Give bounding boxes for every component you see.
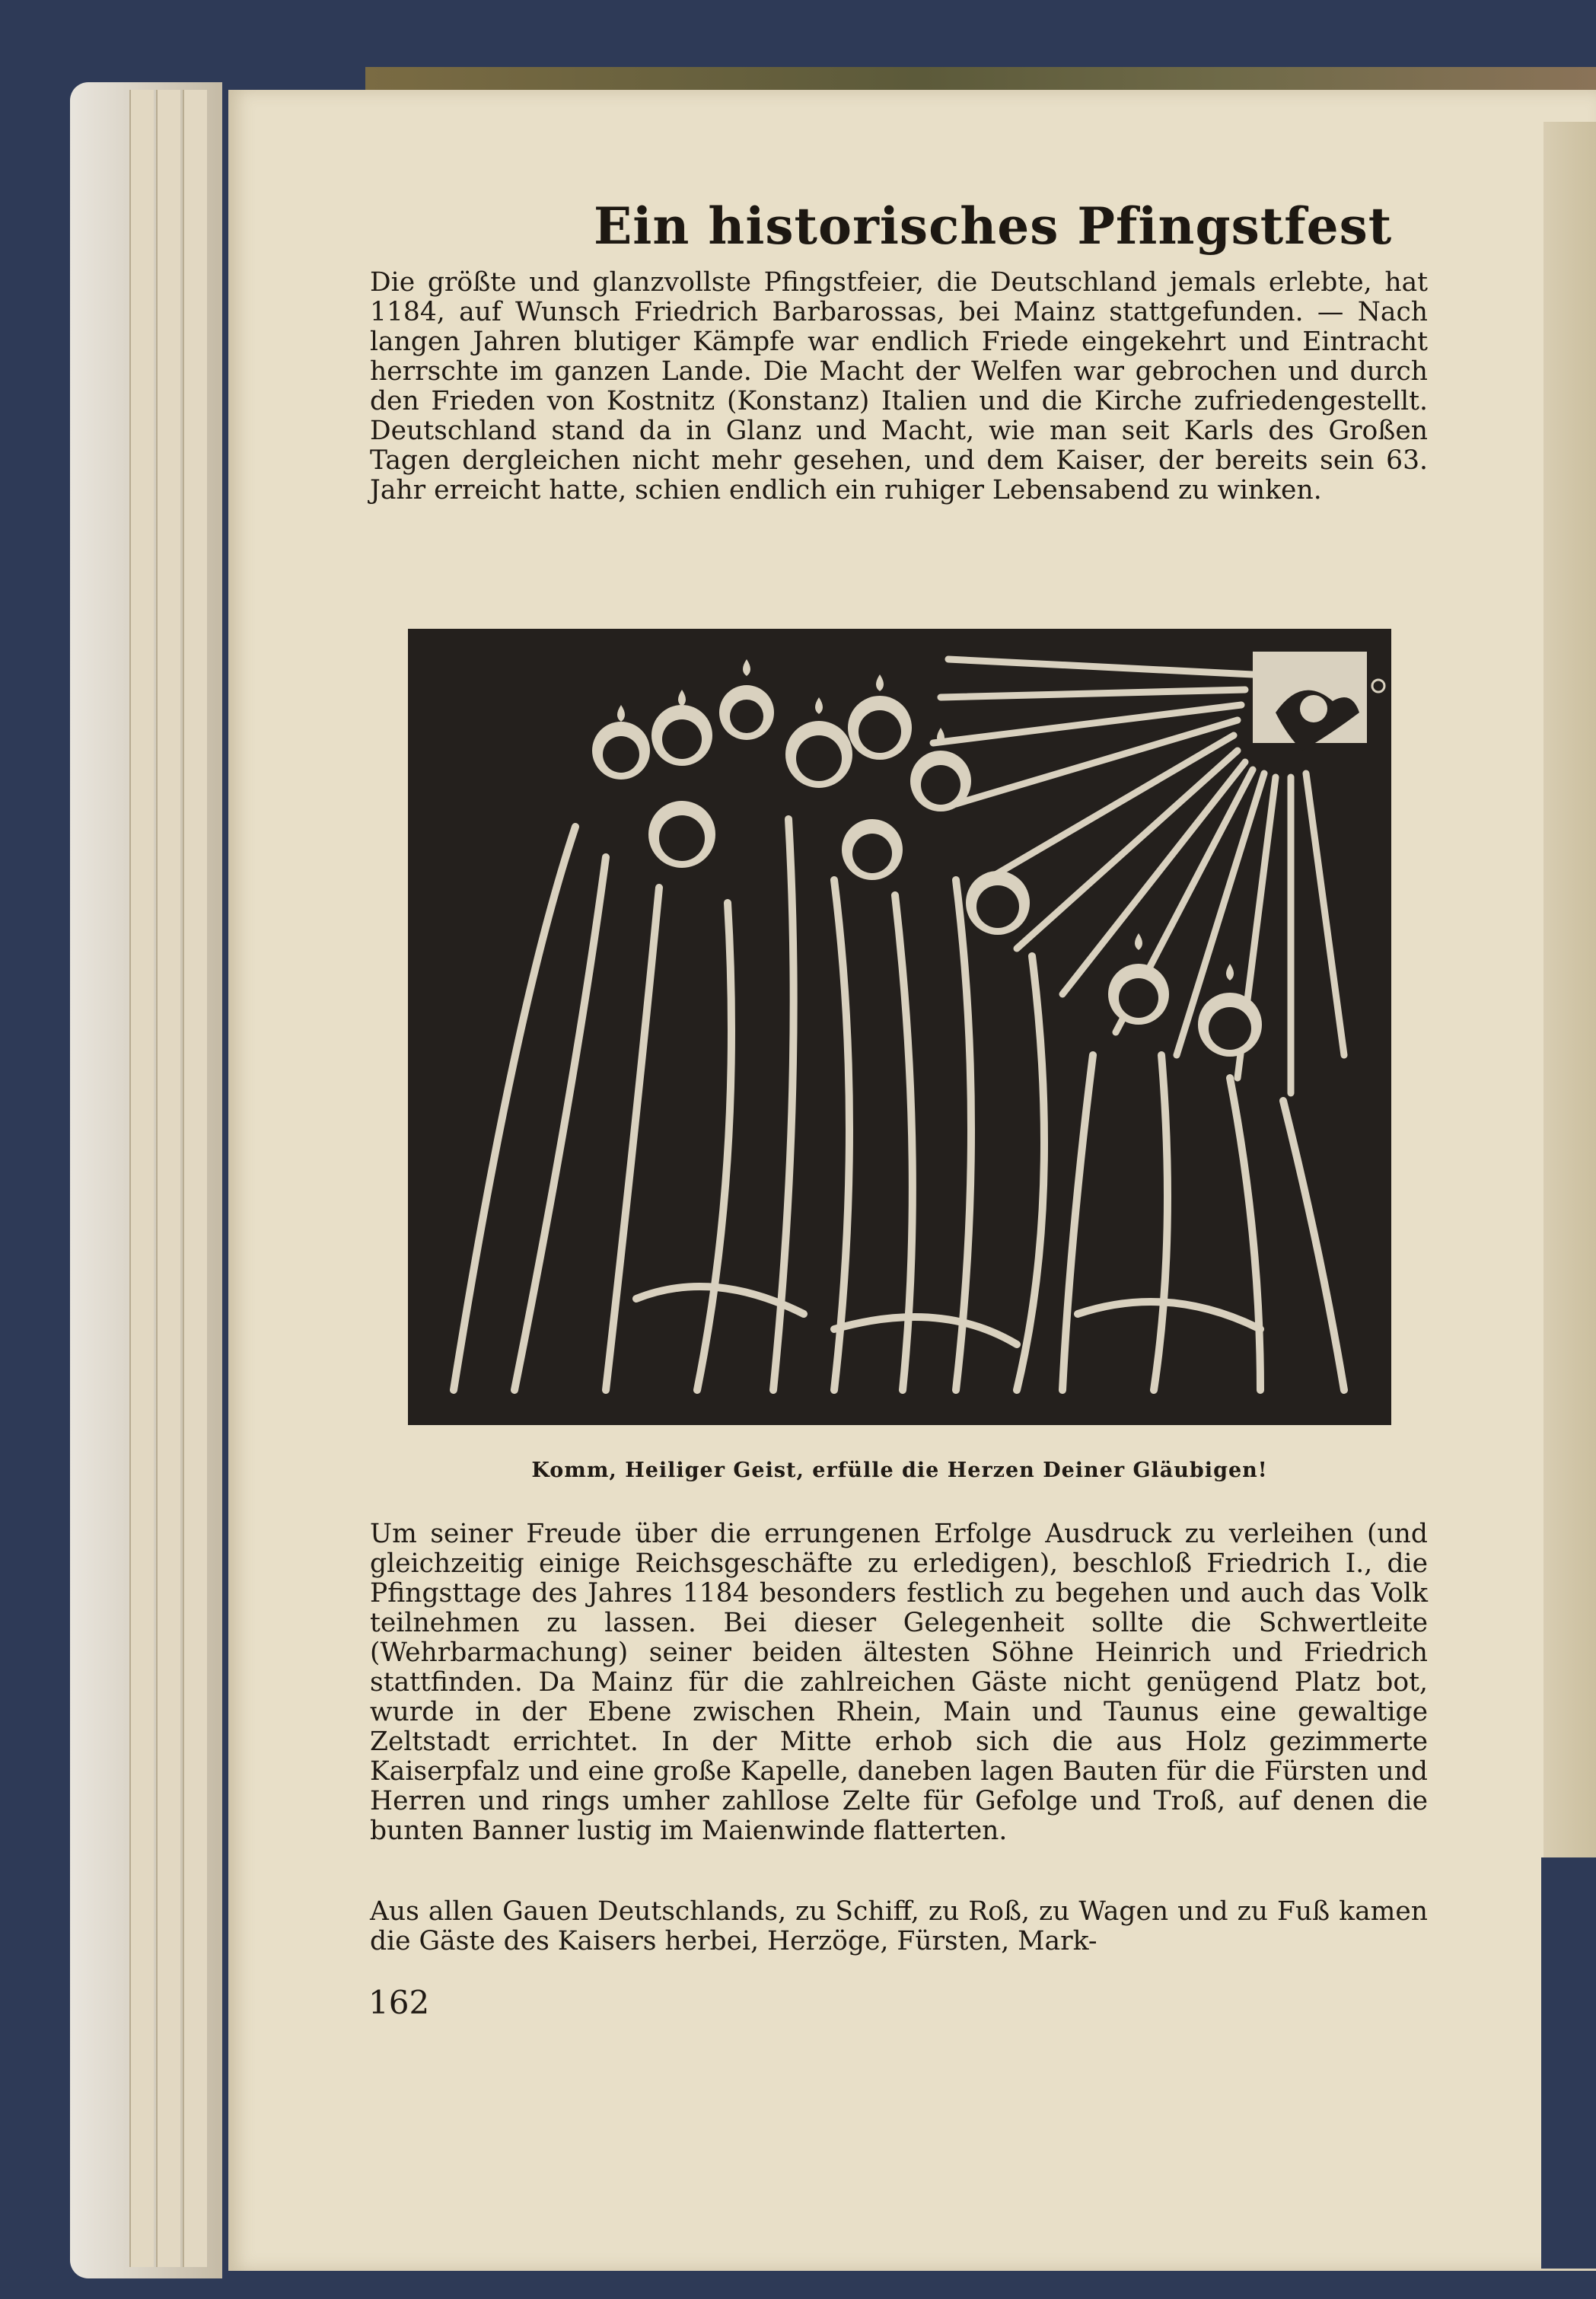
paragraph-intro: Die größte und glanzvollste Pfingstfeier, die Deutschland jemals erlebte, hat 1184, auf Wunsch Friedrich Barbarossas, bei Mainz stattgefunden. — Nach langen Jahren blutiger Kämpfe war endlich Friede eingekehrt und Eintracht herrschte im ganzen Lande. Die Macht der Welfen war gebrochen und durch den Frieden von Kostnitz (Konstanz) Italien und die Kirche zufriedengestellt. Deutschland stand da in Glanz und Macht, wie man seit Karls des Großen Tagen dergleichen nicht mehr gesehen, und dem Kaiser, der bereits sein 63. Jahr erreicht hatte, schien endlich ein ruhiger Lebensabend zu winken.: [370, 267, 1428, 505]
paragraph-continuation: Aus allen Gauen Deutschlands, zu Schiff, zu Roß, zu Wagen und zu Fuß kamen die Gäste des Kaisers herbei, Herzöge, Fürsten, Mark-: [370, 1896, 1428, 1956]
pentecost-woodcut-image: [408, 629, 1391, 1425]
page-stack-edge: [183, 90, 207, 2267]
figure-caption: Komm, Heiliger Geist, erfülle die Herzen Deiner Gläubigen!: [531, 1459, 1268, 1482]
woodcut-illustration: [408, 629, 1391, 1425]
page-stack-edge: [129, 90, 154, 2267]
page-number: 162: [368, 1984, 430, 2021]
page-stack-edge: [156, 90, 180, 2267]
paragraph-body: Um seiner Freude über die errungenen Erfolge Ausdruck zu verleihen (und gleichzeitig einige Reichsgeschäfte zu erledigen), beschloß Friedrich I., die Pfingsttage des Jahres 1184 besonders festlich zu begehen und auch das Volk teilnehmen zu lassen. Bei dieser Gelegenheit sollte die Schwertleite (Wehrbarmachung) seiner beiden ältesten Söhne Heinrich und Friedrich stattfinden. Da Mainz für die zahlreichen Gäste nicht genügend Platz bot, wurde in der Ebene zwischen Rhein, Main und Taunus eine gewaltige Zeltstadt errichtet. In der Mitte erhob sich die aus Holz gezimmerte Kaiserpfalz und eine große Kapelle, daneben lagen Bauten für die Fürsten und Herren und rings umher zahllose Zelte für Gefolge und Troß, auf denen die bunten Banner lustig im Maienwinde flatterten.: [370, 1519, 1428, 1846]
background-edge: [1541, 1857, 1596, 2269]
article-title: Ein historisches Pfingstfest: [594, 196, 1393, 256]
